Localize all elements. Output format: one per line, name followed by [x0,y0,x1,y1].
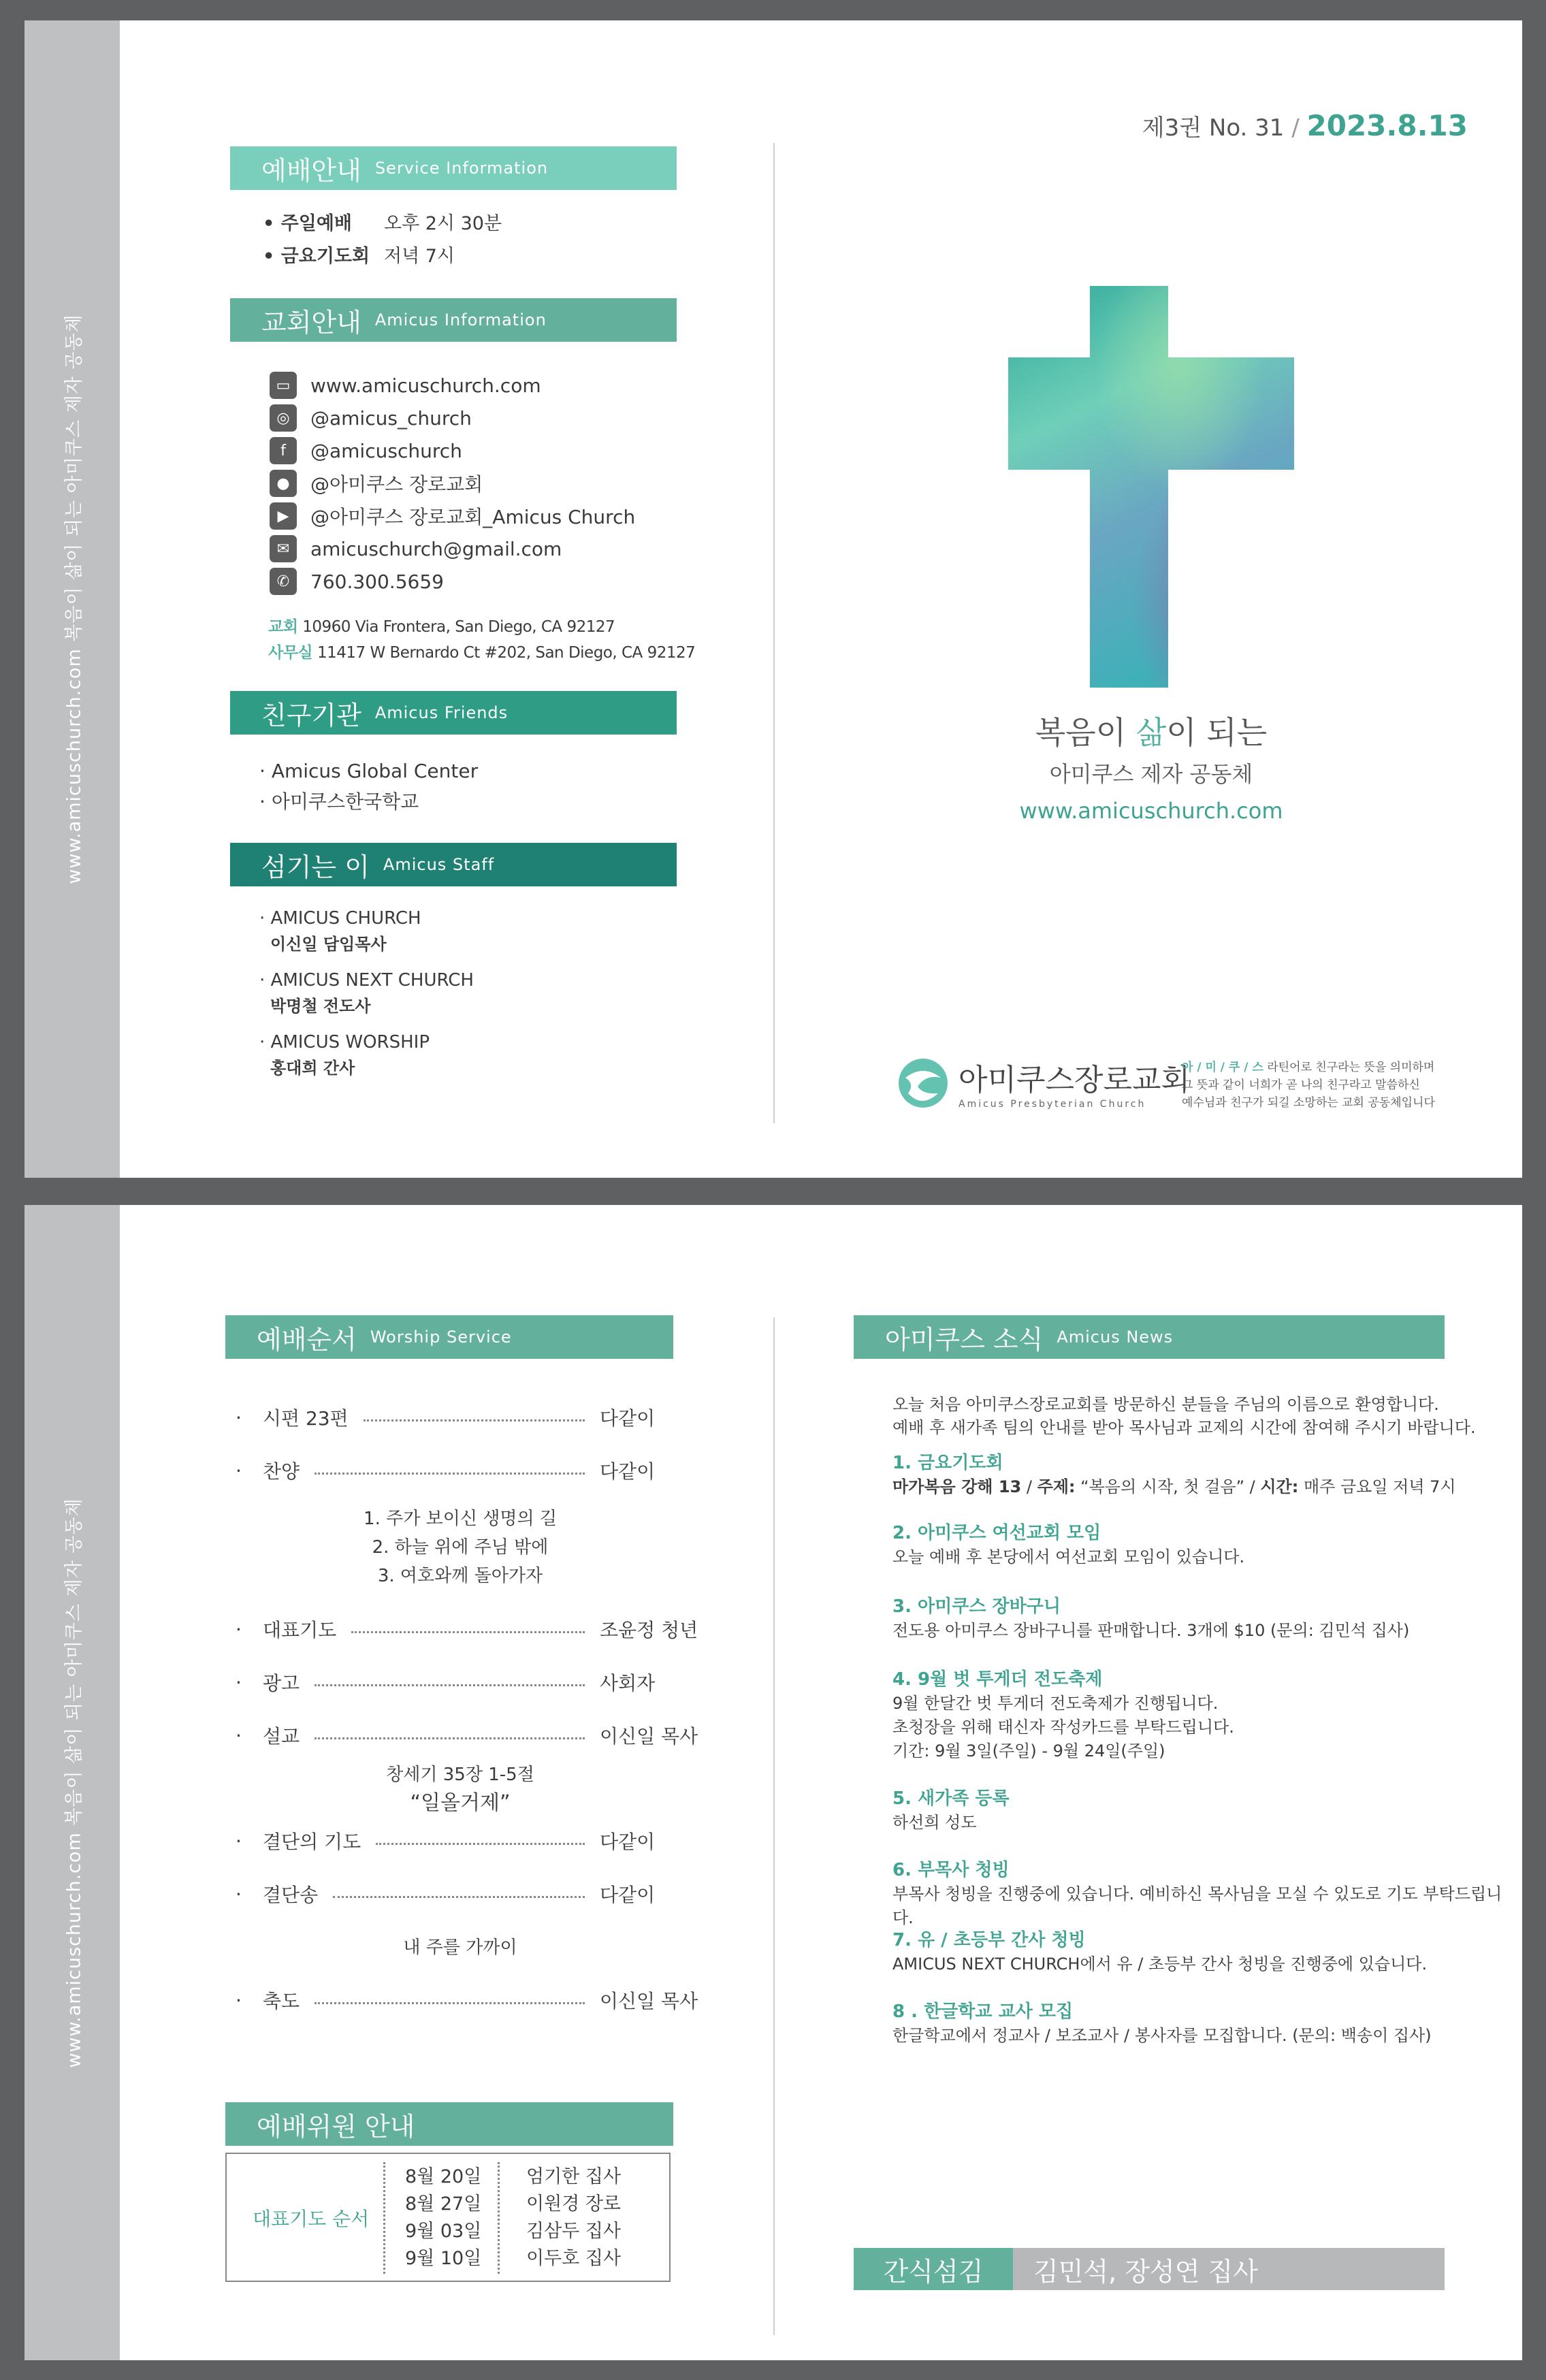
logo-desc-line: 라틴어로 친구라는 뜻을 의미하며 [1267,1061,1435,1074]
order-name: 찬양 [263,1460,300,1483]
song-item: 3. 여호와께 돌아가자 [377,1566,543,1586]
committee-person: 엄기한 집사 [526,2166,621,2187]
committee-label: 대표기도 순서 [253,2208,370,2230]
order-name: 대표기도 [263,1619,337,1641]
order-row: · 결단송 다같이 [236,1880,688,1908]
staff-header [230,843,677,886]
order-dots [315,2002,585,2004]
logo-text [959,1055,1190,1110]
committee-person: 김삼두 집사 [526,2221,621,2242]
news-item-title: 4. 9월 벗 투게더 전도축제 [892,1669,1103,1690]
friday-book: 마가복음 강해 13 [892,1477,1022,1496]
service-label: 금요기도회 [280,246,370,267]
committee-person: 이원경 장로 [526,2193,621,2215]
cover-url[interactable]: www.amicuschurch.com [1019,798,1283,824]
address-church [268,614,695,640]
order-dots [364,1419,585,1421]
committee-date: 8월 20일 [405,2166,482,2187]
committee-dates [405,2164,481,2272]
worship-header [225,1315,673,1359]
order-row: · 광고 사회자 [236,1669,688,1696]
staff-person: 박명철 전도사 [270,997,371,1016]
news-item [892,2000,1432,2048]
worship-subtitle: Worship Service [370,1328,512,1347]
order-who: 조윤정 청년 [600,1619,698,1641]
address-block [268,614,695,666]
service-item: • 주일예배 오후 2시 30분 [263,208,502,240]
news-item [892,1668,1234,1763]
news-item-title: 7. 유 / 초등부 간사 청빙 [892,1930,1086,1950]
church-info-header [230,298,677,342]
worship-title: 예배순서 [257,1324,357,1355]
church-info-title: 교회안내 [261,307,361,338]
service-list [263,208,502,273]
staff-org: AMICUS NEXT CHURCH [270,970,474,991]
order-row: · 찬양 다같이 [236,1457,688,1484]
service-header [230,146,677,190]
staff-subtitle: Amicus Staff [383,855,495,874]
order-who: 이신일 목사 [600,1990,698,2012]
center-divider [773,143,775,1123]
song-item: 1. 주가 보이신 생명의 길 [364,1509,557,1529]
contact-text: @아미쿠스 장로교회 [310,473,483,496]
committee-date: 9월 03일 [405,2221,482,2242]
order-who: 다같이 [600,1831,656,1853]
contact-youtube[interactable] [270,500,635,532]
news-item-title: 2. 아미쿠스 여선교회 모임 [892,1523,1101,1543]
sermon-ref: 창세기 35장 1-5절 [386,1765,534,1785]
friends-item-text: 아미쿠스한국학교 [271,790,419,813]
committee-header [225,2102,673,2146]
contact-phone[interactable] [270,565,635,598]
order-row: · 설교 이신일 목사 [236,1722,688,1749]
page-inside [25,1205,1522,2360]
news-item-line: 전도용 아미쿠스 장바구니를 판매합니다. 3개에 $10 (문의: 김민석 집사) [892,1621,1410,1640]
news-item-line: AMICUS NEXT CHURCH에서 유 / 초등부 간사 청빙을 진행중에 있습니다. [892,1955,1428,1974]
order-row: · 결단의 기도 다같이 [236,1827,688,1854]
order-name: 광고 [263,1672,300,1694]
contact-text: www.amicuschurch.com [310,374,541,397]
contact-text: @amicus_church [310,406,472,430]
tagline-highlight: 삶 [1136,714,1167,751]
contact-instagram[interactable] [270,402,635,434]
cover-tagline [944,708,1359,753]
order-row: · 대표기도 조윤정 청년 [236,1615,688,1643]
contact-facebook[interactable] [270,434,635,467]
contact-website[interactable] [270,369,635,402]
address-label: 교회 [268,618,298,636]
cross-image [1008,286,1294,694]
logo-description [1182,1059,1435,1112]
spine-text: www.amicuschurch.com 복음이 삶이 되는 아미쿠스 제자 공동체 [63,1497,85,2068]
contact-text: amicuschurch@gmail.com [310,537,562,560]
committee-sep [383,2162,385,2274]
news-item-line: 오늘 예배 후 본당에서 여선교회 모임이 있습니다. [892,1547,1245,1566]
news-item [892,1859,1522,1930]
staff-org: AMICUS WORSHIP [270,1032,430,1052]
contact-text: @아미쿠스 장로교회_Amicus Church [310,506,636,528]
order-name: 축도 [263,1990,300,2012]
spine-text: www.amicuschurch.com 복음이 삶이 되는 아미쿠스 제자 공동체 [63,314,85,884]
church-logo-icon [890,1054,956,1112]
church-info-subtitle: Amicus Information [374,310,547,329]
order-dots [315,1473,585,1475]
cover-subtitle: 아미쿠스 제자 공동체 [1049,761,1253,787]
staff-person: 홍대희 간사 [270,1059,355,1078]
committee-sep [498,2162,500,2274]
news-item-title: 1. 금요기도회 [892,1453,1003,1473]
news-friday-detail: 마가복음 강해 13 / 주제: “복음의 시작, 첫 걸음” / 시간: 매주 금요일 저녁 7시 [892,1477,1456,1496]
order-name: 결단의 기도 [263,1831,361,1853]
logo-en: Amicus Presbyterian Church [959,1099,1146,1110]
order-row: · 시편 23편 다같이 [236,1404,688,1431]
service-value: 저녁 7시 [384,246,455,267]
snack-names: 김민석, 장성연 집사 [1013,2248,1445,2290]
spine [25,20,120,1178]
staff-item: · AMICUS NEXT CHURCH 박명철 전도사 [259,967,474,1019]
order-name: 결단송 [263,1884,319,1906]
youtube-icon: ▶ [270,502,297,530]
order-name: 설교 [263,1725,300,1748]
service-label: 주일예배 [280,213,352,234]
tagline-part: 복음이 [1035,714,1136,751]
contact-list [270,369,635,598]
news-item [892,1451,1456,1499]
news-item-title: 6. 부목사 청빙 [892,1860,1010,1880]
news-item [892,1522,1244,1569]
facebook-icon: f [270,437,297,464]
address-value: 10960 Via Frontera, San Diego, CA 92127 [302,618,615,636]
news-item [892,1787,1010,1835]
email-icon: ✉ [270,535,297,562]
service-subtitle: Service Information [374,159,549,178]
order-dots [351,1631,585,1633]
address-office [268,640,695,666]
news-item-line: 기간: 9월 3일(주일) - 9월 24일(주일) [892,1741,1165,1760]
friday-time-label: 시간: [1260,1477,1299,1496]
logo-desc-line: 예수님과 친구가 되길 소망하는 교회 공동체입니다 [1182,1096,1435,1110]
order-who: 사회자 [600,1672,656,1694]
contact-text: 760.300.5659 [310,570,444,593]
song-list [236,1505,685,1590]
order-dots [315,1737,585,1739]
kakaotalk-icon: ● [270,470,297,497]
news-title: 아미쿠스 소식 [885,1324,1044,1355]
news-intro-line: 예배 후 새가족 팀의 안내를 받아 목사님과 교제의 시간에 참여해 주시기 바랍니다. [892,1418,1476,1437]
order-name: 시편 23편 [263,1407,349,1430]
cover-text [944,708,1359,824]
news-subtitle: Amicus News [1057,1328,1174,1347]
news-header [854,1315,1445,1359]
phone-icon: ✆ [270,568,297,595]
sermon-title: “일올거제” [410,1791,511,1815]
staff-org: AMICUS CHURCH [270,908,421,929]
service-value: 오후 2시 30분 [384,213,502,234]
snack-label: 간식섬김 [854,2248,1013,2290]
friends-item: · 아미쿠스한국학교 [259,790,419,813]
order-who: 다같이 [600,1884,656,1906]
committee-date: 8월 27일 [405,2193,482,2215]
news-item-title: 8 . 한글학교 교사 모집 [892,2001,1074,2022]
page-front [25,20,1522,1178]
news-item [892,1929,1427,1976]
news-item-line: 하선희 성도 [892,1813,977,1832]
news-item-title: 5. 새가족 등록 [892,1788,1010,1809]
friday-topic: “복음의 시작, 첫 걸음” [1080,1477,1245,1496]
committee-person: 이두호 집사 [526,2248,621,2269]
committee-date: 9월 10일 [405,2248,482,2269]
order-row: · 축도 이신일 목사 [236,1987,688,2014]
friends-header [230,691,677,735]
order-dots [376,1843,585,1845]
committee-title: 예배위원 안내 [257,2111,415,2142]
staff-item: · AMICUS CHURCH 이신일 담임목사 [259,905,474,957]
news-item-line: 초청장을 위해 태신자 작성카드를 부탁드립니다. [892,1718,1234,1737]
friends-item: · Amicus Global Center [259,760,479,782]
contact-kakaotalk[interactable] [270,467,635,500]
laptop-icon: ▭ [270,372,297,399]
news-intro-line: 오늘 처음 아미쿠스장로교회를 방문하신 분들을 주님의 이름으로 환영합니다. [892,1395,1439,1414]
issue-info [1142,109,1468,142]
staff-item: · AMICUS WORSHIP 홍대희 간사 [259,1029,474,1081]
center-divider [773,1317,775,2335]
friends-list [259,756,478,817]
address-label: 사무실 [268,644,313,662]
contact-email[interactable] [270,532,635,565]
staff-person: 이신일 담임목사 [270,935,387,954]
news-item-line: 한글학교에서 정교사 / 보조교사 / 봉사자를 모집합니다. (문의: 백송이 집사) [892,2026,1432,2045]
instagram-icon: ◎ [270,404,297,432]
closing-song: 내 주를 가까이 [403,1937,517,1958]
order-who: 이신일 목사 [600,1725,698,1748]
committee-box [225,2153,671,2282]
news-item [892,1595,1409,1643]
song-item: 2. 하늘 위에 주님 밖에 [372,1537,549,1558]
issue-sep: / [1291,114,1300,142]
service-title: 예배안내 [261,155,361,186]
logo-desc-highlight: 아 / 미 / 쿠 / 스 [1182,1061,1263,1074]
issue-date: 2023.8.13 [1306,109,1468,142]
address-value: 11417 W Bernardo Ct #202, San Diego, CA 92127 [317,644,696,662]
news-intro [892,1393,1476,1439]
order-who: 다같이 [600,1460,656,1483]
logo-desc-line: 그 뜻과 같이 너희가 곧 나의 친구라고 말씀하신 [1182,1078,1420,1092]
order-who: 다같이 [600,1407,656,1430]
order-dots [333,1896,585,1898]
tagline-part: 이 되는 [1166,714,1268,751]
spine [25,1205,120,2360]
news-item-line: 9월 한달간 벗 투게더 전도축제가 진행됩니다. [892,1694,1219,1713]
staff-title: 섬기는 이 [261,852,370,882]
friends-subtitle: Amicus Friends [374,703,509,722]
issue-volume: 제3권 No. 31 [1142,114,1285,142]
news-item-title: 3. 아미쿠스 장바구니 [892,1596,1061,1617]
friends-item-text: Amicus Global Center [271,760,479,782]
contact-text: @amicuschurch [310,439,462,462]
news-item-line: 부목사 청빙을 진행중에 있습니다. 예비하신 목사님을 모실 수 있도로 기도 부탁드립니다. [892,1884,1502,1927]
logo-name: 아미쿠스장로교회 [959,1063,1191,1097]
friends-title: 친구기관 [261,700,361,730]
friday-topic-label: 주제: [1037,1477,1076,1496]
sermon-info [236,1760,685,1818]
friday-time: 매주 금요일 저녁 7시 [1303,1477,1456,1496]
service-item: • 금요기도회 저녁 7시 [263,240,502,273]
order-dots [315,1684,585,1686]
staff-list [259,905,474,1081]
committee-people [526,2164,621,2272]
